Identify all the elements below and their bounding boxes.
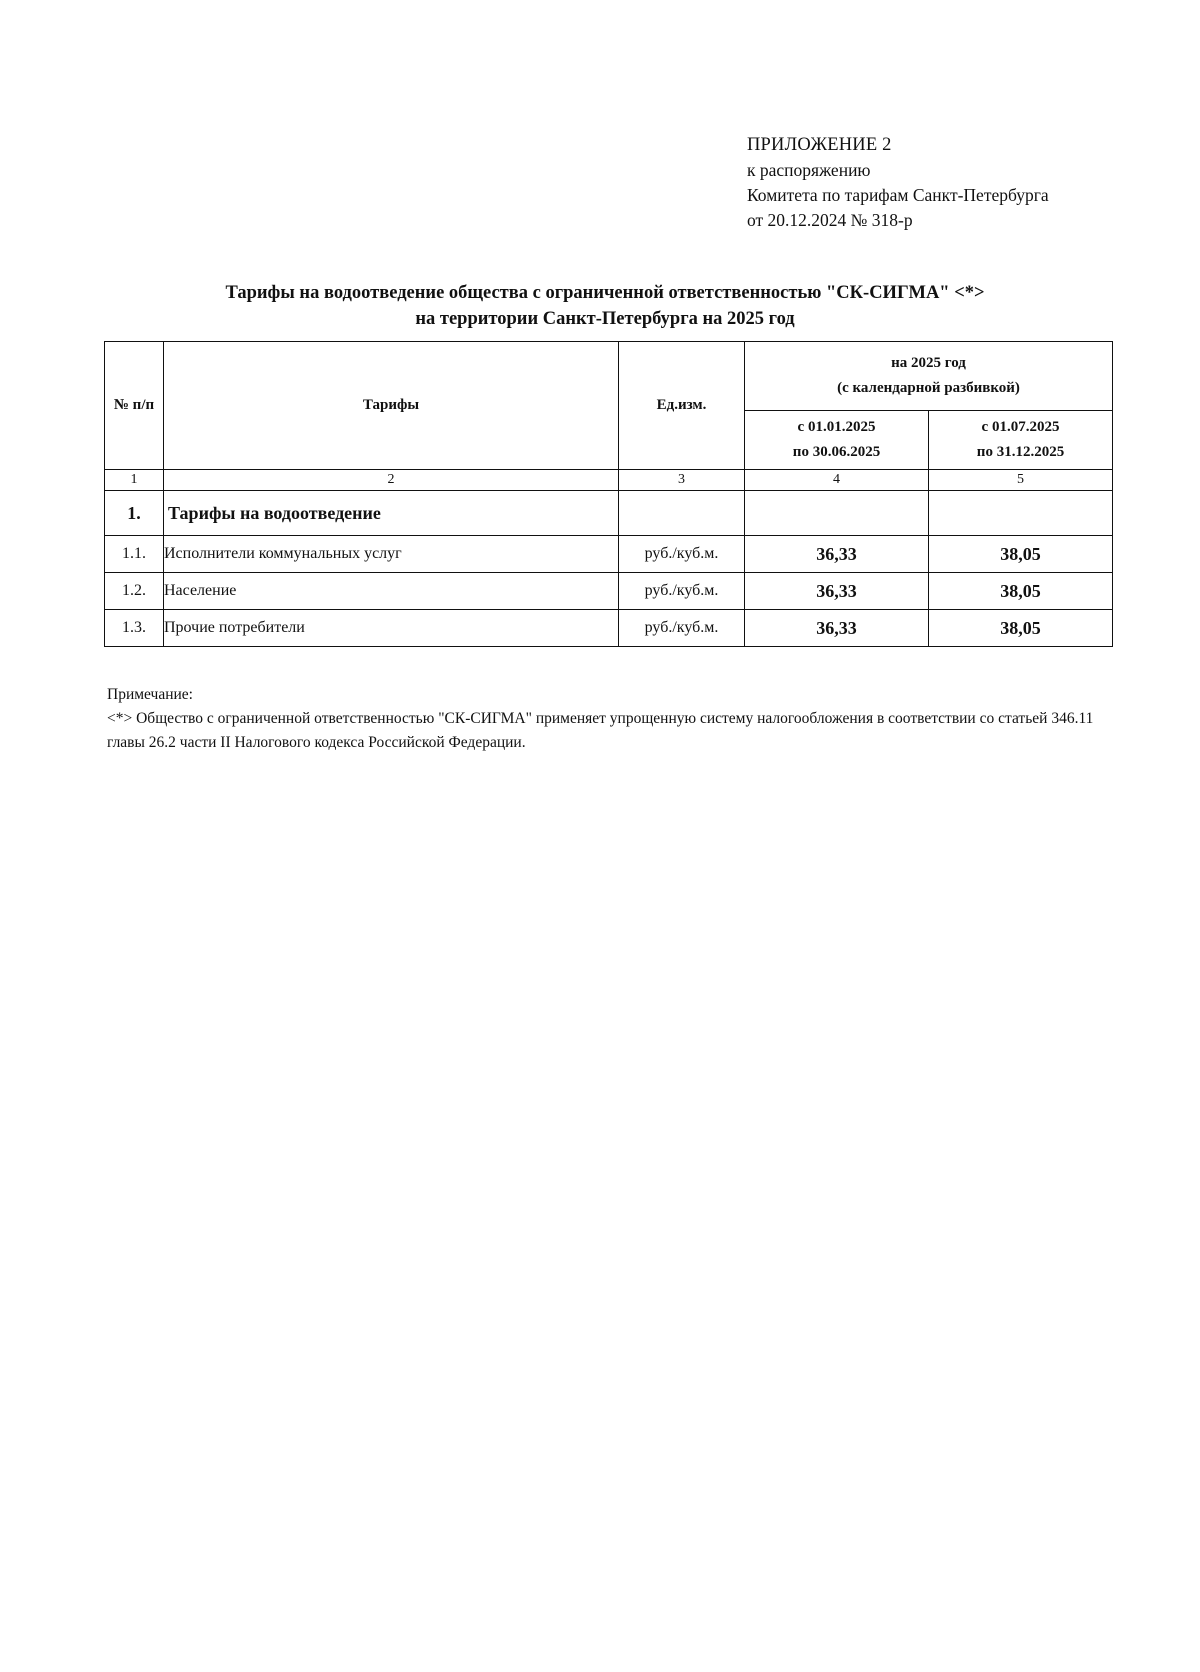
header-year-line-2: (с календарной разбивкой) xyxy=(837,380,1020,396)
row-tariff-period-2: 38,05 xyxy=(929,610,1113,647)
row-tariff-period-2: 38,05 xyxy=(929,573,1113,610)
header-unit: Ед.изм. xyxy=(619,342,745,470)
table-row xyxy=(105,610,1113,647)
header-year xyxy=(745,342,1113,411)
note-label: Примечание: xyxy=(107,686,193,703)
row-number: 1.1. xyxy=(105,536,164,573)
appendix-line-3: от 20.12.2024 № 318-р xyxy=(747,210,913,230)
header-period-2-line-1: с 01.07.2025 xyxy=(981,419,1060,435)
appendix-line-2: Комитета по тарифам Санкт-Петербурга xyxy=(747,185,1049,205)
empty-cell xyxy=(929,491,1113,536)
row-unit: руб./куб.м. xyxy=(619,573,745,610)
section-row xyxy=(105,491,1113,536)
header-tariffs: Тарифы xyxy=(164,342,619,470)
row-tariff-period-1: 36,33 xyxy=(745,610,929,647)
empty-cell xyxy=(745,491,929,536)
column-number: 2 xyxy=(164,470,619,491)
document-title-line-2: на территории Санкт-Петербурга на 2025 год xyxy=(415,309,795,329)
note-text: <*> Общество с ограниченной ответственностью "СК-СИГМА" применяет упрощенную систему налогообложения в соответствии со статьей 346.11 главы 26.2 части II Налогового кодекса Российской Федерации. xyxy=(107,710,1094,751)
table-row xyxy=(105,573,1113,610)
tariffs-table xyxy=(104,341,1113,647)
appendix-title: ПРИЛОЖЕНИЕ 2 xyxy=(747,135,892,155)
row-unit: руб./куб.м. xyxy=(619,610,745,647)
column-number: 3 xyxy=(619,470,745,491)
column-number: 1 xyxy=(105,470,164,491)
row-number: 1.2. xyxy=(105,573,164,610)
appendix-block xyxy=(747,133,1049,233)
header-period-2 xyxy=(929,411,1113,470)
row-unit: руб./куб.м. xyxy=(619,536,745,573)
column-number: 5 xyxy=(929,470,1113,491)
row-number: 1.3. xyxy=(105,610,164,647)
header-period-1-line-2: по 30.06.2025 xyxy=(792,444,881,460)
header-period-1 xyxy=(745,411,929,470)
appendix-line-1: к распоряжению xyxy=(747,160,871,180)
row-tariff-period-1: 36,33 xyxy=(745,536,929,573)
empty-cell xyxy=(619,491,745,536)
row-tariff-period-1: 36,33 xyxy=(745,573,929,610)
section-name: Тарифы на водоотведение xyxy=(164,491,619,536)
header-year-line-1: на 2025 год xyxy=(891,355,966,371)
row-name: Исполнители коммунальных услуг xyxy=(164,536,619,573)
table-row xyxy=(105,536,1113,573)
section-number: 1. xyxy=(105,491,164,536)
column-numbers-row xyxy=(105,470,1113,491)
column-number: 4 xyxy=(745,470,929,491)
document-title-line-1: Тарифы на водоотведение общества с ограниченной ответственностью "СК-СИГМА" <*> xyxy=(225,283,985,303)
row-tariff-period-2: 38,05 xyxy=(929,536,1113,573)
document-title xyxy=(100,280,1110,332)
header-period-2-line-2: по 31.12.2025 xyxy=(976,444,1065,460)
row-name: Население xyxy=(164,573,619,610)
row-name: Прочие потребители xyxy=(164,610,619,647)
header-period-1-line-1: с 01.01.2025 xyxy=(797,419,876,435)
note-block xyxy=(107,683,1127,755)
table-header-row xyxy=(105,342,1113,411)
header-number: № п/п xyxy=(105,342,164,470)
